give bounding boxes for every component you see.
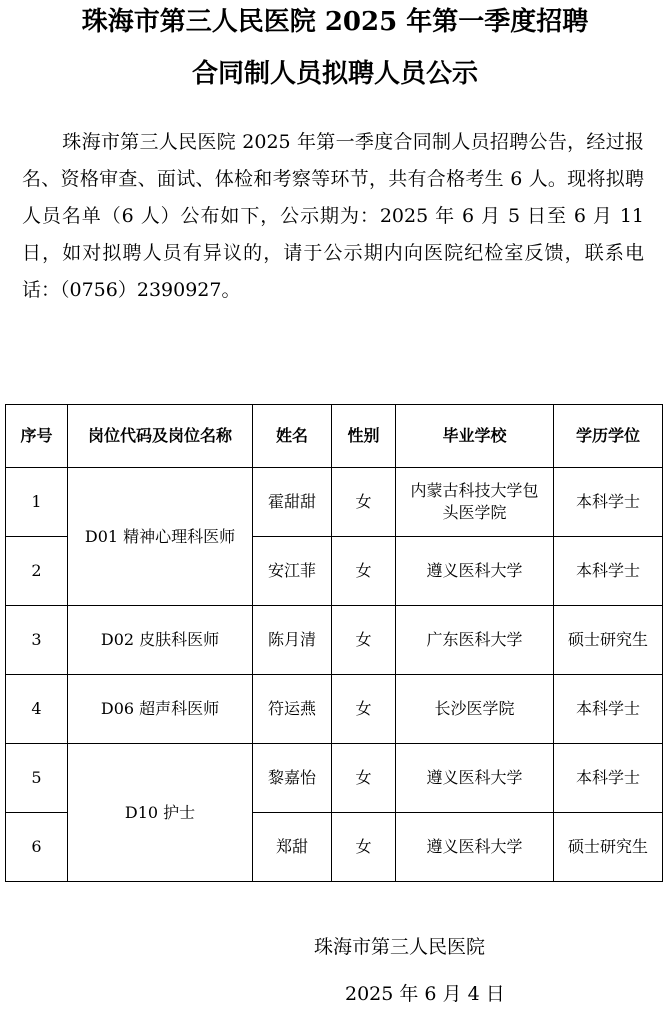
cell-no: 1: [6, 468, 68, 537]
cell-school: 遵义医科大学: [396, 813, 554, 882]
signature-date: 2025 年 6 月 4 日: [345, 983, 505, 1005]
table-row: [6, 744, 663, 813]
cell-position: D01 精神心理科医师: [68, 468, 253, 606]
cell-school: 遵义医科大学: [396, 744, 554, 813]
announcement-text: 珠海市第三人民医院 2025 年第一季度合同制人员招聘公告，经过报名、资格审查、面试、体检和考察等环节，共有合格考生 6 人。现将拟聘人员名单（6 人）公布如下，公示期为：2025 年 6 月 5 日至 6 月 11 日，如对拟聘人员有异议的，请于公示期内向医院纪检室反馈，联系电话：（0756）2390927。: [22, 131, 644, 301]
cell-degree: 本科学士: [554, 675, 663, 744]
cell-name: 黎嘉怡: [253, 744, 332, 813]
cell-gender: 女: [332, 675, 396, 744]
announcement-paragraph: [22, 124, 644, 309]
cell-name: 郑甜: [253, 813, 332, 882]
cell-school: 广东医科大学: [396, 606, 554, 675]
cell-school: 长沙医学院: [396, 675, 554, 744]
table-row: [6, 606, 663, 675]
cell-no: 2: [6, 537, 68, 606]
cell-name: 符运燕: [253, 675, 332, 744]
cell-position: D02 皮肤科医师: [68, 606, 253, 675]
signature-org: 珠海市第三人民医院: [314, 936, 486, 958]
cell-gender: 女: [332, 537, 396, 606]
table-row: [6, 675, 663, 744]
cell-gender: 女: [332, 744, 396, 813]
table-header-row: [6, 405, 663, 468]
cell-degree: 硕士研究生: [554, 813, 663, 882]
cell-degree: 本科学士: [554, 537, 663, 606]
cell-degree: 硕士研究生: [554, 606, 663, 675]
cell-degree: 本科学士: [554, 744, 663, 813]
cell-school-text: 内蒙古科技大学包头医学院: [410, 481, 539, 522]
cell-no: 6: [6, 813, 68, 882]
header-gender: 性别: [332, 405, 396, 468]
cell-gender: 女: [332, 606, 396, 675]
header-degree: 学历学位: [554, 405, 663, 468]
cell-name: 安江菲: [253, 537, 332, 606]
header-school: 毕业学校: [396, 405, 554, 468]
cell-no: 5: [6, 744, 68, 813]
table-row: [6, 468, 663, 537]
cell-no: 4: [6, 675, 68, 744]
header-name: 姓名: [253, 405, 332, 468]
cell-degree: 本科学士: [554, 468, 663, 537]
cell-position: D06 超声科医师: [68, 675, 253, 744]
cell-name: 陈月清: [253, 606, 332, 675]
cell-gender: 女: [332, 813, 396, 882]
cell-school: 遵义医科大学: [396, 537, 554, 606]
cell-school: [396, 468, 554, 537]
candidate-table: [5, 404, 663, 882]
cell-position: D10 护士: [68, 744, 253, 882]
header-no: 序号: [6, 405, 68, 468]
cell-gender: 女: [332, 468, 396, 537]
header-position: 岗位代码及岗位名称: [68, 405, 253, 468]
cell-no: 3: [6, 606, 68, 675]
page-title-line2: 合同制人员拟聘人员公示: [191, 59, 478, 89]
cell-name: 霍甜甜: [253, 468, 332, 537]
page-title-line1: 珠海市第三人民医院 2025 年第一季度招聘: [81, 7, 589, 37]
